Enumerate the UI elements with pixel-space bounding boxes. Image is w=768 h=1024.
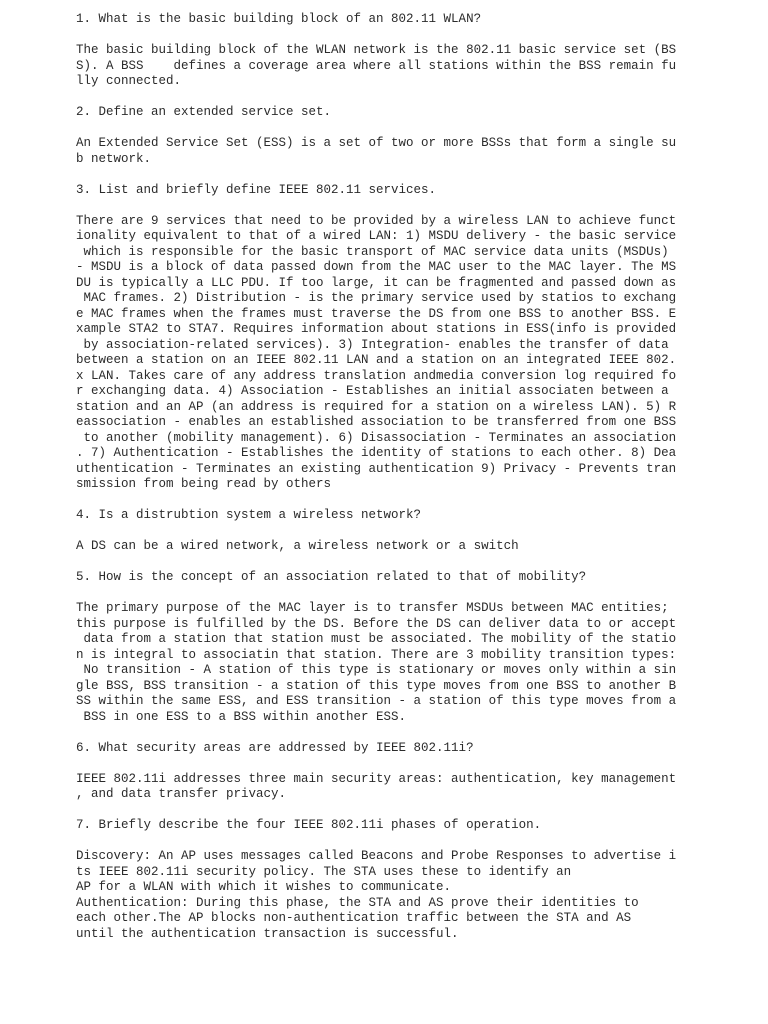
text-line: this purpose is fulfilled by the DS. Before the DS can deliver data to or accept (76, 616, 677, 631)
text-line: 2. Define an extended service set. (76, 105, 332, 119)
blank-line (76, 555, 676, 571)
text-line: smission from being read by others (76, 477, 332, 491)
text-line: xample STA2 to STA7. Requires information about stations in ESS(info is provided (76, 322, 677, 336)
text-line: IEEE 802.11i addresses three main security areas: authentication, key management (76, 771, 677, 786)
text-line: AP for a WLAN with which it wishes to communicate. (76, 880, 452, 894)
text-line: r exchanging data. 4) Association - Establishes an initial associaten between a (76, 384, 669, 398)
text-line: which is responsible for the basic transport of MAC service data units (MSDUs) (76, 244, 669, 259)
text-line: , and data transfer privacy. (76, 787, 287, 801)
text-line: each other.The AP blocks non-authentication traffic between the STA and AS (76, 911, 632, 925)
blank-line (76, 725, 676, 741)
text-line: Discovery: An AP uses messages called Beacons and Probe Responses to advertise i (76, 849, 677, 863)
blank-line (76, 834, 676, 850)
blank-line (76, 28, 676, 44)
text-line: BSS in one ESS to a BSS within another ESS. (76, 709, 407, 724)
blank-line (76, 90, 676, 106)
text-line: ts IEEE 802.11i security policy. The STA uses these to identify an (76, 864, 572, 879)
blank-line (76, 524, 676, 540)
text-line: DU is typically a LLC PDU. If too large, it can be fragmented and passed down as (76, 275, 677, 290)
text-line: MAC frames. 2) Distribution - is the primary service used by statios to exchang (76, 291, 677, 305)
text-line: 3. List and briefly define IEEE 802.11 services. (76, 182, 437, 197)
text-line: lly connected. (76, 74, 182, 88)
text-line: The primary purpose of the MAC layer is to transfer MSDUs between MAC entities; (76, 601, 669, 615)
text-line: by association-related services). 3) Integration- enables the transfer of data (76, 337, 669, 352)
text-line: - MSDU is a block of data passed down from the MAC user to the MAC layer. The MS (76, 260, 677, 274)
text-line: gle BSS, BSS transition - a station of this type moves from one BSS to another B (76, 678, 677, 693)
text-line: S). A BSS defines a coverage area where all stations within the BSS remain fu (76, 58, 677, 73)
blank-line (76, 586, 676, 602)
text-line: An Extended Service Set (ESS) is a set of two or more BSSs that form a single su (76, 136, 677, 150)
document-page (76, 12, 676, 942)
text-line: to another (mobility management). 6) Disassociation - Terminates an association (76, 430, 677, 445)
text-line: Authentication: During this phase, the STA and AS prove their identities to (76, 895, 639, 910)
text-line: A DS can be a wired network, a wireless network or a switch (76, 539, 519, 553)
text-line: between a station on an IEEE 802.11 LAN and a station on an integrated IEEE 802. (76, 353, 677, 367)
text-line: No transition - A station of this type is stationary or moves only within a sin (76, 663, 677, 677)
text-line: b network. (76, 151, 152, 166)
blank-line (76, 756, 676, 772)
text-line: SS within the same ESS, and ESS transition - a station of this type moves from a (76, 694, 677, 708)
blank-line (76, 493, 676, 509)
text-line: eassociation - enables an established association to be transferred from one BSS (76, 415, 677, 429)
text-line: The basic building block of the WLAN network is the 802.11 basic service set (BS (76, 43, 677, 57)
text-line: n is integral to associatin that station. There are 3 mobility transition types: (76, 647, 677, 662)
text-line: e MAC frames when the frames must traverse the DS from one BSS to another BSS. E (76, 306, 677, 321)
text-line: 4. Is a distrubtion system a wireless network? (76, 508, 422, 522)
text-line: . 7) Authentication - Establishes the identity of stations to each other. 8) Dea (76, 446, 677, 460)
blank-line (76, 167, 676, 183)
text-line: ionality equivalent to that of a wired LAN: 1) MSDU delivery - the basic service (76, 229, 677, 243)
blank-line (76, 803, 676, 819)
blank-line (76, 121, 676, 137)
text-line: uthentication - Terminates an existing authentication 9) Privacy - Prevents tran (76, 461, 677, 476)
text-line: 5. How is the concept of an association related to that of mobility? (76, 570, 587, 584)
text-line: 1. What is the basic building block of an 802.11 WLAN? (76, 12, 482, 26)
text-line: 7. Briefly describe the four IEEE 802.11i phases of operation. (76, 818, 542, 832)
text-line: until the authentication transaction is successful. (76, 926, 459, 941)
text-line: x LAN. Takes care of any address translation andmedia conversion log required fo (76, 368, 677, 383)
blank-line (76, 198, 676, 214)
text-line: station and an AP (an address is required for a station on a wireless LAN). 5) R (76, 399, 677, 414)
text-line: There are 9 services that need to be provided by a wireless LAN to achieve funct (76, 213, 677, 228)
text-line: data from a station that station must be associated. The mobility of the statio (76, 632, 677, 646)
text-line: 6. What security areas are addressed by IEEE 802.11i? (76, 740, 474, 755)
